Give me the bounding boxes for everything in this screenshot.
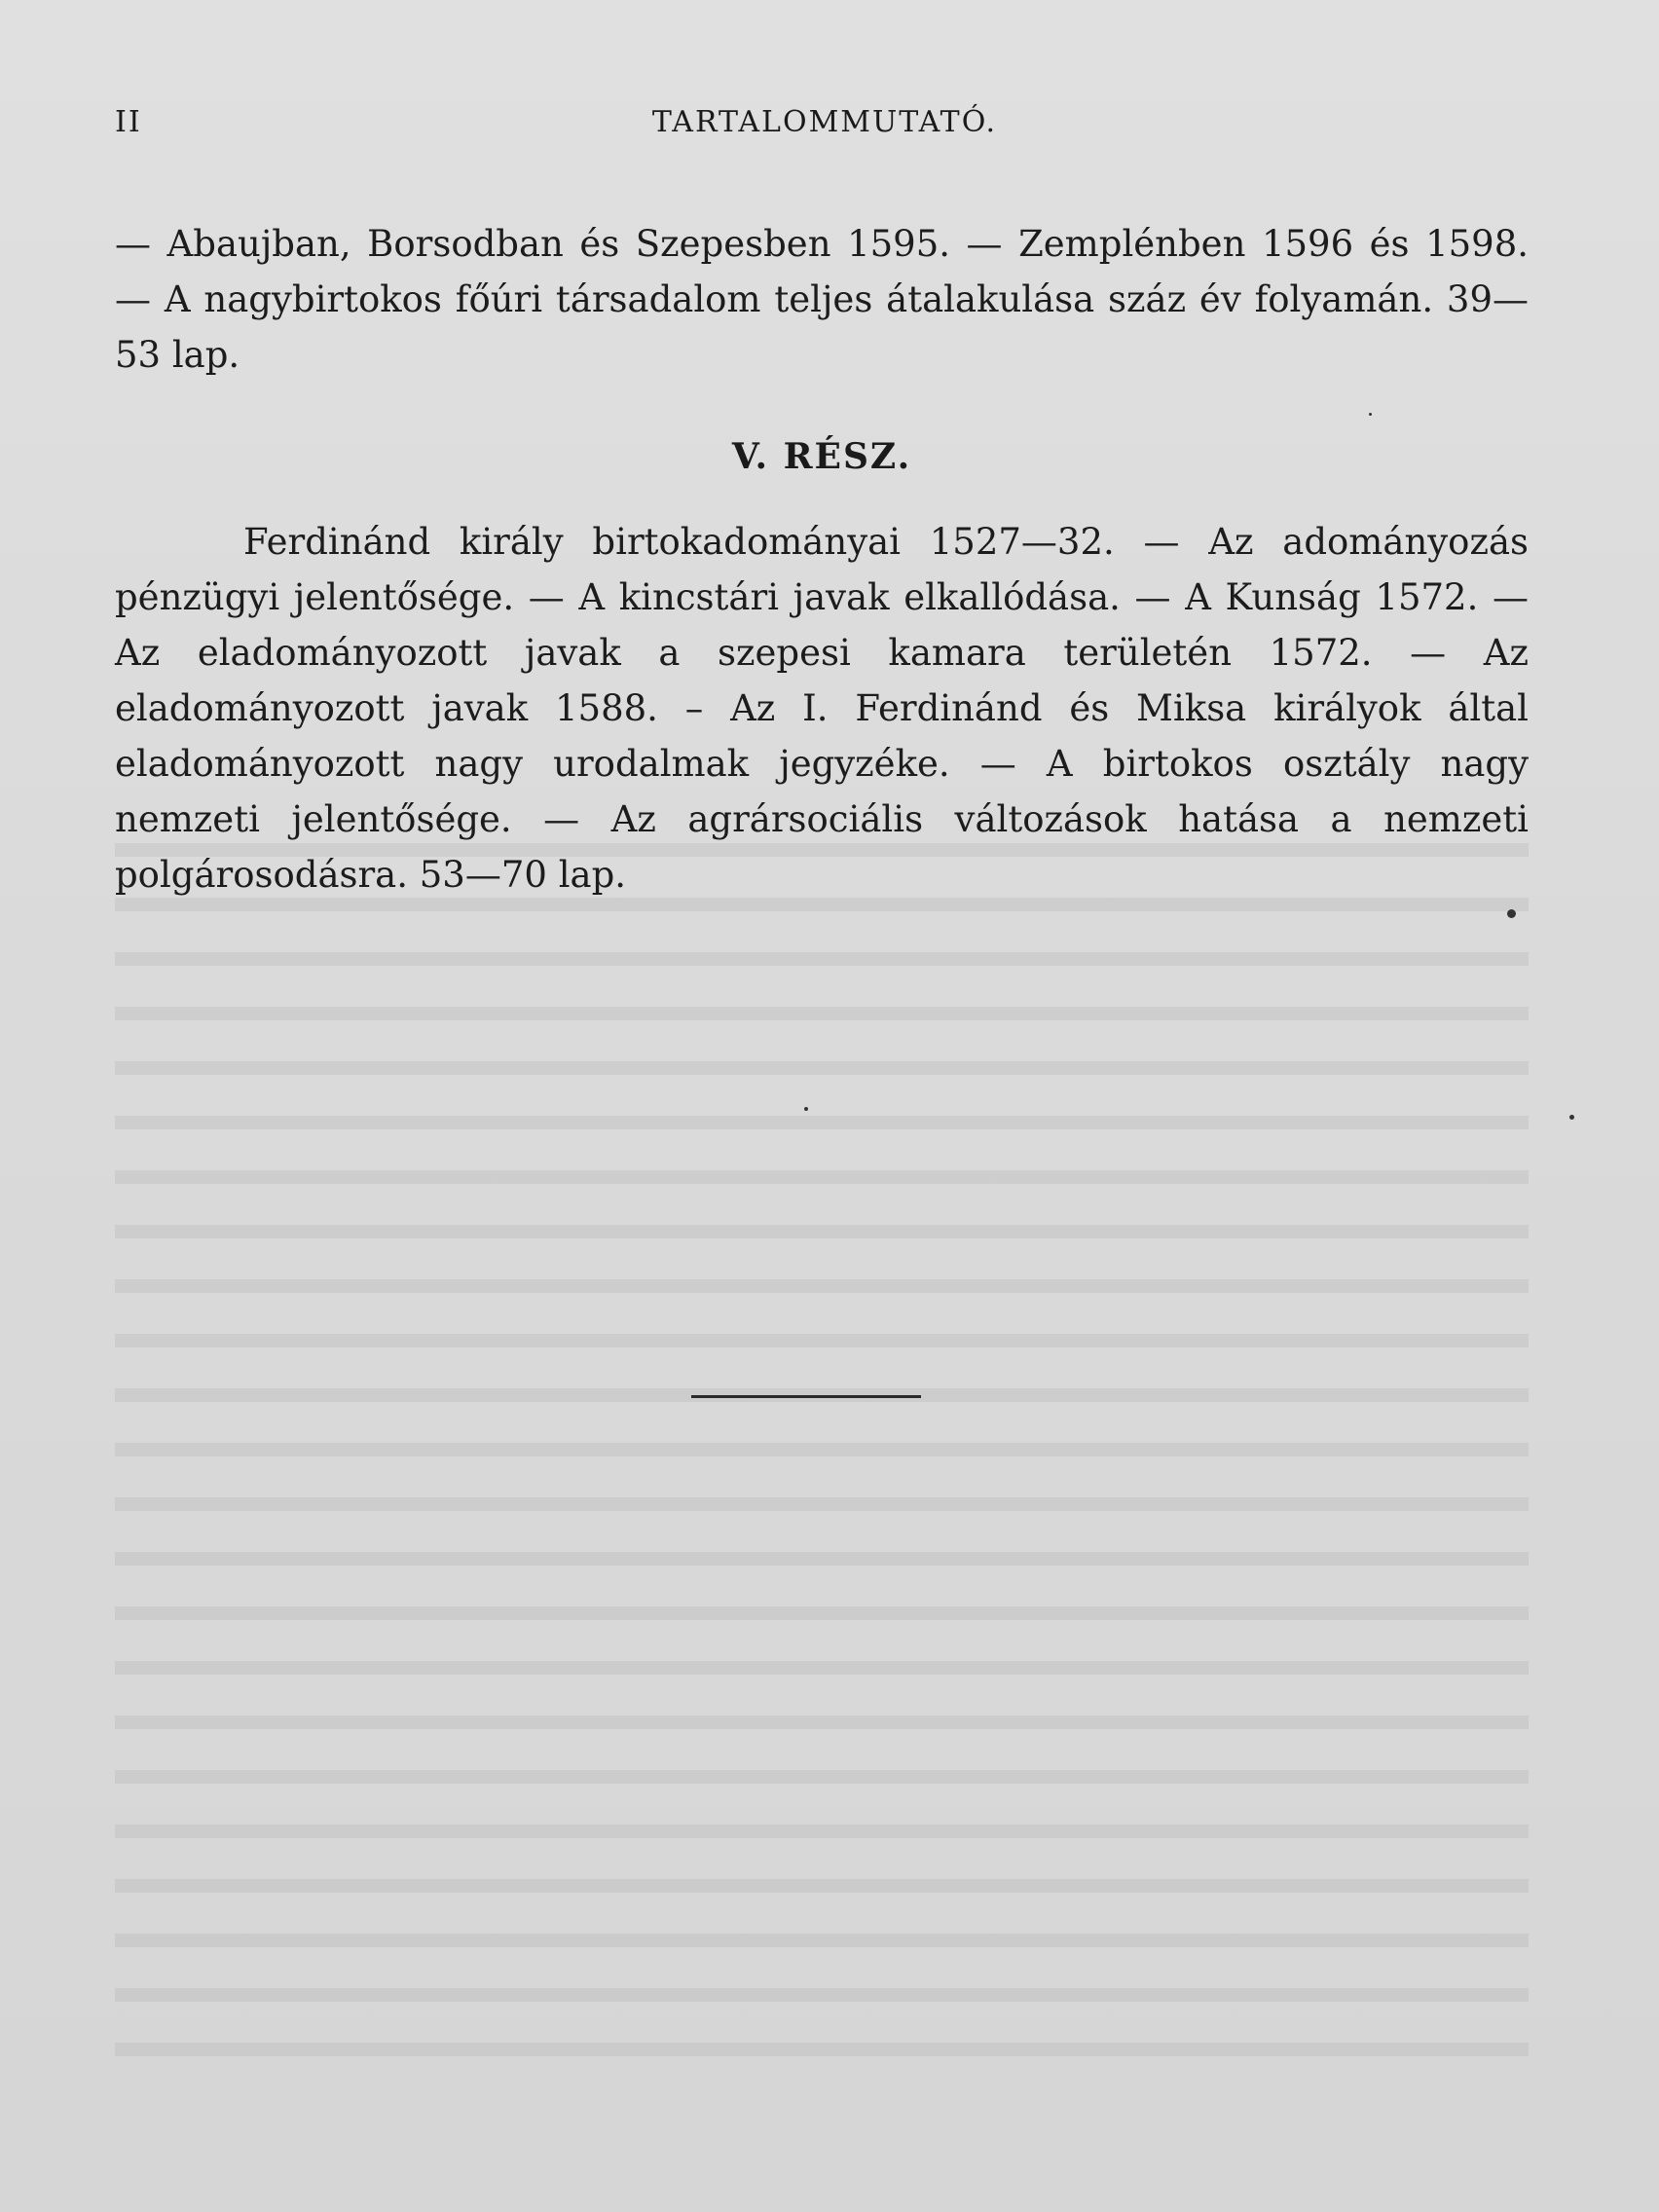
dust-speck bbox=[804, 1107, 808, 1111]
end-rule bbox=[691, 1395, 921, 1398]
dust-speck bbox=[1507, 909, 1516, 918]
section-heading: V. RÉSZ. bbox=[731, 436, 912, 477]
dust-speck bbox=[1369, 413, 1372, 416]
running-head bbox=[115, 105, 1534, 154]
running-title: TARTALOMMUTATÓ. bbox=[651, 105, 998, 139]
page-number: II bbox=[115, 105, 142, 139]
section-paragraph: Ferdinánd király birtokadományai 1527—32. — Az adományozás pénzügyi jelentősége. — A kincstári javak elkallódása. — A Kunság 1572. — Az eladományozott javak a szepesi kamara területén 1572. — Az eladományozott javak 1588. – Az I. Ferdinánd és Miksa királyok által eladományozott nagy urodalmak jegyzéke. — A birtokos osztály nagy nemzeti jelentősége. — Az agrársociális változások hatása a nemzeti polgárosodásra. 53—70 lap. bbox=[115, 521, 1529, 896]
dust-speck bbox=[1569, 1115, 1574, 1120]
continuation-paragraph: — Abaujban, Borsodban és Szepesben 1595. — Zemplénben 1596 és 1598. — A nagybirtokos főúri társadalom teljes átalakulása száz év folyamán. 39—53 lap. bbox=[115, 223, 1529, 376]
bleed-through-texture bbox=[115, 818, 1529, 2083]
